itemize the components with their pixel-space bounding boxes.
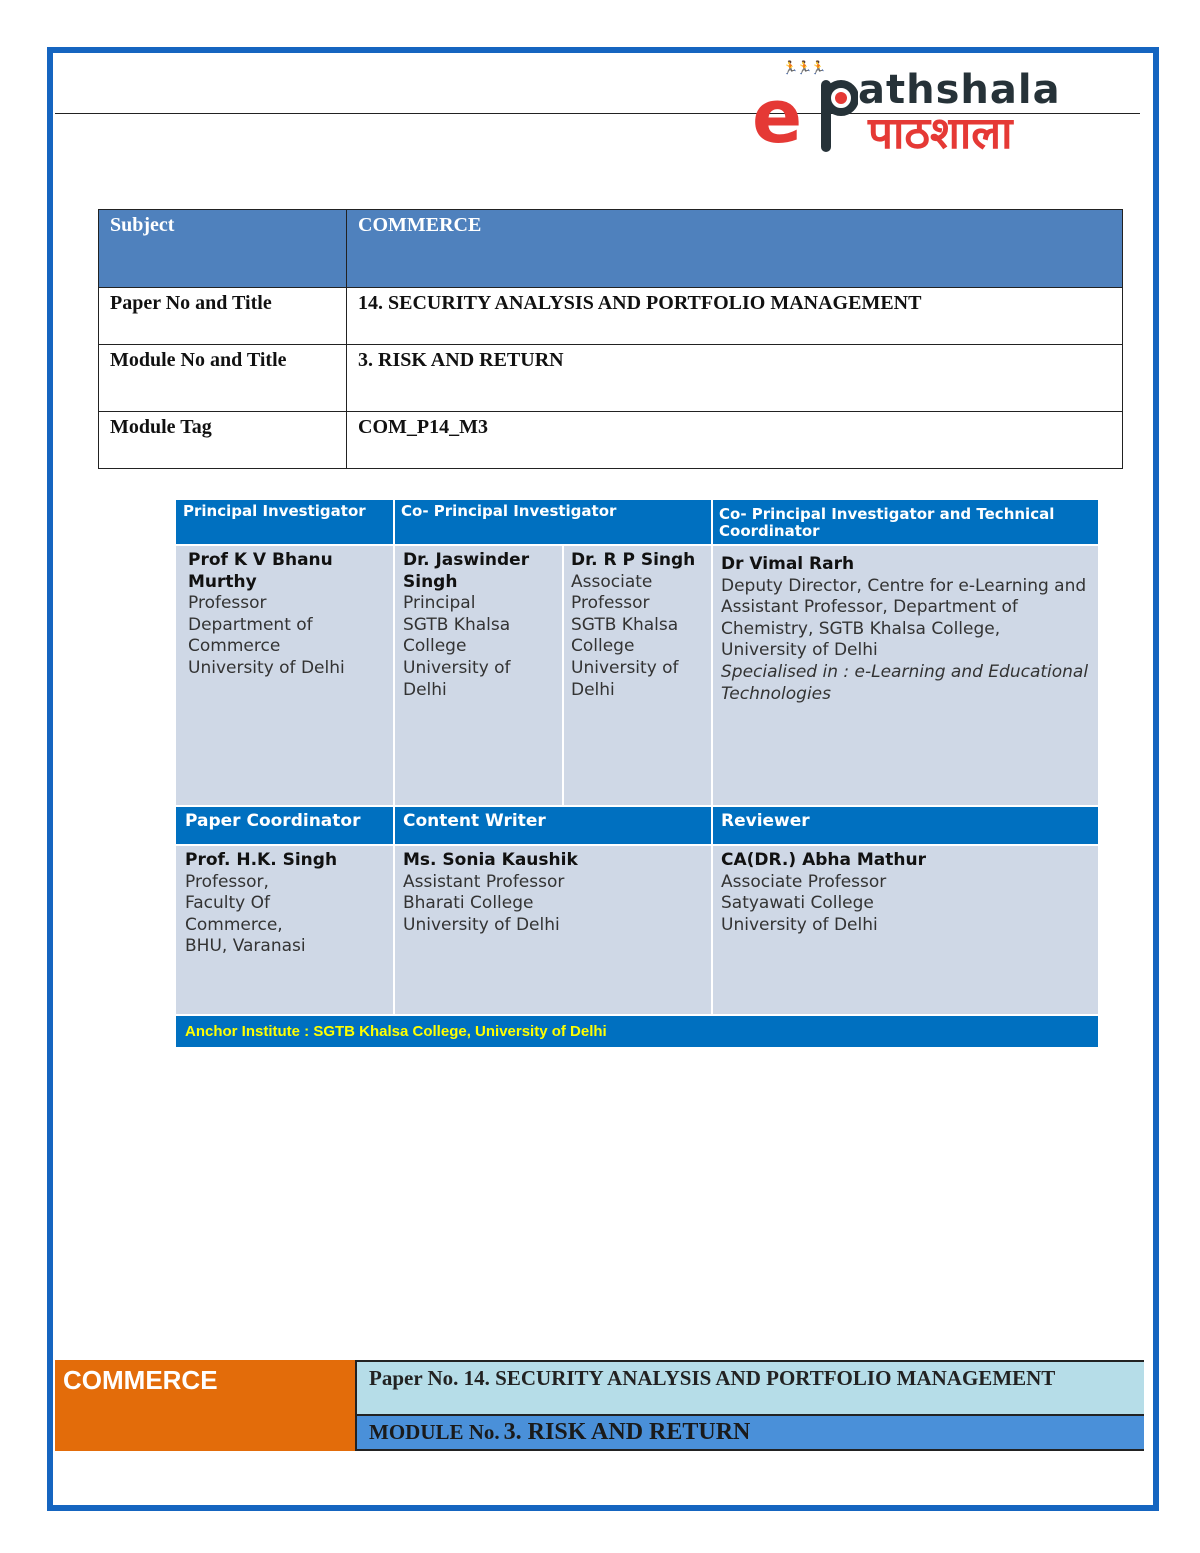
- paper-coordinator-line: Professor,: [185, 871, 269, 892]
- co-pi-2-line: University of Delhi: [571, 657, 679, 700]
- content-writer-name: Ms. Sonia Kaushik: [403, 850, 578, 870]
- content-writer-line: Assistant Professor: [403, 871, 565, 892]
- footer-module: [357, 1416, 1144, 1451]
- module-tag-label: Module Tag: [99, 412, 347, 469]
- pi-cell: [179, 546, 394, 806]
- co-pi-1-cell: [394, 546, 562, 806]
- footer-subject: COMMERCE: [55, 1360, 357, 1451]
- module-value: 3. RISK AND RETURN: [347, 345, 1123, 412]
- paper-coordinator-line: BHU, Varanasi: [185, 936, 306, 957]
- footer-module-title: 3. RISK AND RETURN: [503, 1419, 751, 1445]
- reviewer-line: Associate Professor: [721, 871, 887, 892]
- header-co-pi-technical: Co- Principal Investigator and Technical Coordinator: [712, 500, 1098, 544]
- subject-row: [99, 210, 1123, 288]
- header-principal-investigator: Principal Investigator: [176, 500, 394, 544]
- content-writer-line: Bharati College: [403, 893, 534, 914]
- paper-coordinator-cell: [176, 846, 394, 1014]
- co-pi-1-line: University of Delhi: [403, 657, 511, 700]
- paper-coordinator-line: Faculty Of: [185, 893, 270, 914]
- co-pi-tech-specialisation: Specialised in : e-Learning and Educational Technologies: [721, 661, 1089, 704]
- subject-table: [98, 209, 1123, 469]
- reviewer-line: University of Delhi: [721, 914, 878, 935]
- logo-text-english: athshala: [858, 67, 1061, 113]
- module-row: [99, 345, 1123, 412]
- co-pi-tech-line: Deputy Director, Centre for e-Learning and Assistant Professor, Department of Chemistry, SGTB Khalsa College, University of Delhi: [721, 575, 1087, 661]
- header-co-principal-investigator: Co- Principal Investigator: [394, 500, 712, 544]
- module-tag-value: COM_P14_M3: [347, 412, 1123, 469]
- co-pi-1-line: Principal: [403, 593, 476, 614]
- reviewer-line: Satyawati College: [721, 893, 874, 914]
- pi-name: Prof K V Bhanu Murthy: [188, 550, 333, 592]
- logo-text-hindi: पाठशाला: [868, 108, 1013, 159]
- logo-p-icon: [818, 66, 858, 158]
- co-pi-2-line: Associate Professor: [571, 571, 653, 614]
- co-pi-1-line: SGTB Khalsa College: [403, 614, 511, 657]
- header-paper-coordinator: Paper Coordinator: [176, 807, 394, 844]
- epathshala-logo: [752, 62, 1102, 172]
- content-writer-line: University of Delhi: [403, 914, 560, 935]
- credits-table: [176, 500, 1098, 1047]
- pi-line: Department of Commerce: [188, 614, 313, 657]
- module-tag-row: [99, 412, 1123, 469]
- pi-line: University of Delhi: [188, 657, 345, 678]
- paper-value: 14. SECURITY ANALYSIS AND PORTFOLIO MANAGEMENT: [347, 288, 1123, 345]
- co-pi-2-cell: [562, 546, 712, 806]
- paper-coordinator-line: Commerce,: [185, 914, 283, 935]
- footer-module-prefix: MODULE No.: [369, 1420, 500, 1444]
- co-pi-tech-name: Dr Vimal Rarh: [721, 554, 855, 574]
- co-pi-1-name: Dr. Jaswinder Singh: [403, 550, 530, 592]
- co-pi-tech-cell: [712, 550, 1098, 806]
- header-reviewer: Reviewer: [712, 807, 1098, 844]
- header-content-writer: Content Writer: [394, 807, 712, 844]
- reviewer-cell: [712, 846, 1098, 1014]
- paper-label: Paper No and Title: [99, 288, 347, 345]
- grid-divider: [176, 805, 1098, 807]
- module-label: Module No and Title: [99, 345, 347, 412]
- co-pi-2-line: SGTB Khalsa College: [571, 614, 679, 657]
- reviewer-name: CA(DR.) Abha Mathur: [721, 850, 926, 870]
- page-footer: [55, 1360, 1144, 1451]
- subject-value: COMMERCE: [347, 210, 1123, 288]
- footer-paper: Paper No. 14. SECURITY ANALYSIS AND PORTFOLIO MANAGEMENT: [357, 1360, 1144, 1416]
- grid-divider: [711, 500, 713, 1016]
- grid-divider: [562, 544, 564, 806]
- logo-people-icon: 🏃🏃🏃: [782, 61, 825, 76]
- content-writer-cell: [394, 846, 712, 1014]
- co-pi-2-name: Dr. R P Singh: [571, 550, 696, 570]
- grid-divider: [176, 844, 1098, 846]
- logo-letter-e: e: [752, 74, 803, 160]
- grid-divider: [176, 544, 1098, 546]
- anchor-institute: Anchor Institute : SGTB Khalsa College, University of Delhi: [176, 1016, 1098, 1047]
- subject-label: Subject: [99, 210, 347, 288]
- paper-row: [99, 288, 1123, 345]
- paper-coordinator-name: Prof. H.K. Singh: [185, 850, 338, 870]
- grid-divider: [393, 500, 395, 1016]
- pi-line: Professor: [188, 593, 267, 614]
